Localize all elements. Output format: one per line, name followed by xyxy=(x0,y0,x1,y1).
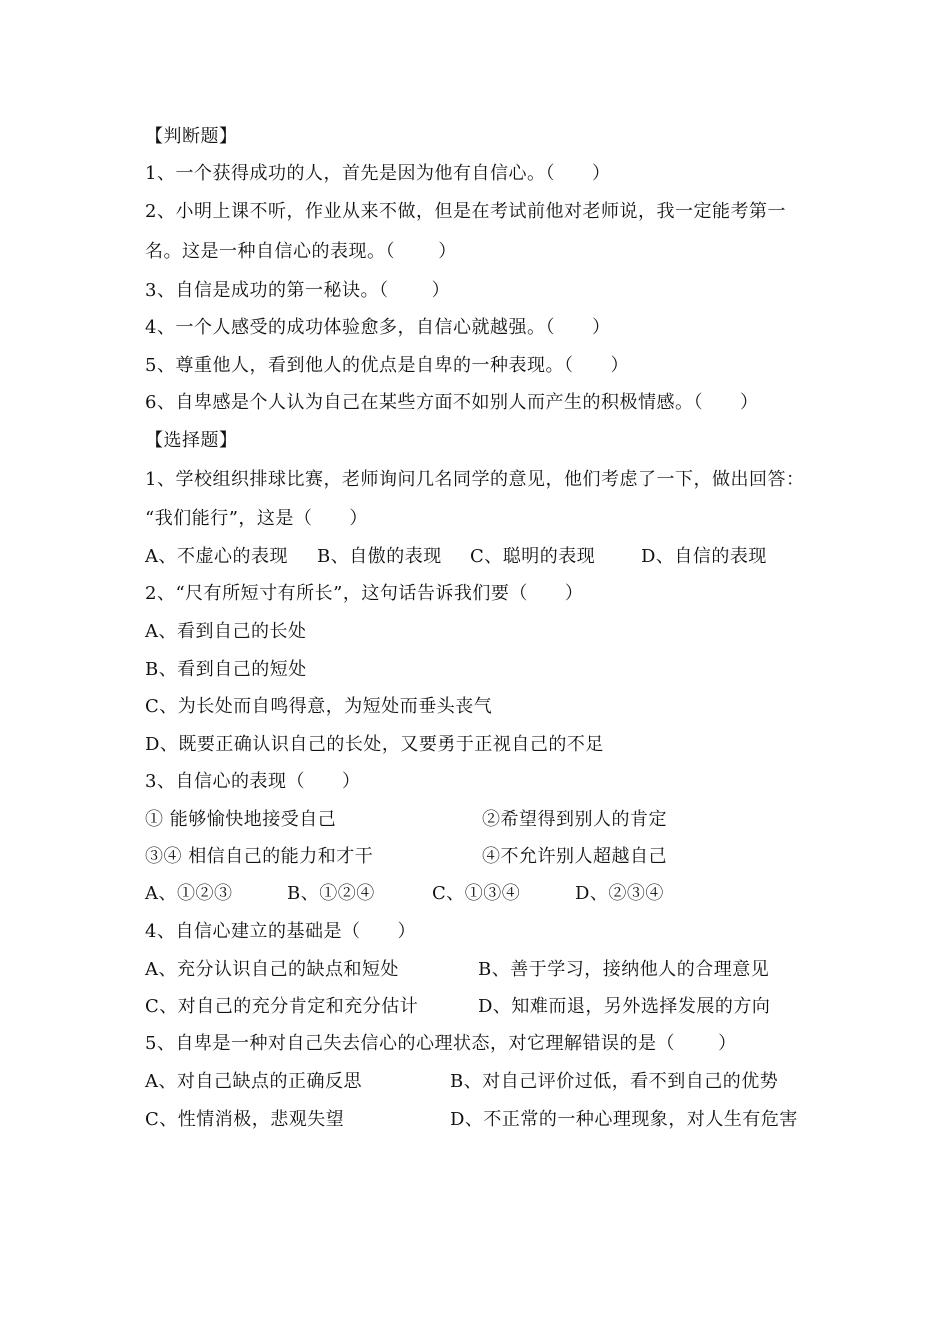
choice-q4-option-d: D、知难而退，另外选择发展的方向 xyxy=(478,996,771,1017)
choice-q3-option-d: D、②③④ xyxy=(575,883,664,904)
choice-q5-option-d: D、不正常的一种心理现象，对人生有危害 xyxy=(450,1109,798,1130)
choice-q3-statement-4: ④不允许别人超越自己 xyxy=(482,846,667,867)
choice-q4-option-b: B、善于学习，接纳他人的合理意见 xyxy=(478,959,770,980)
choice-q3-statement-3: ③④ 相信自己的能力和才干 xyxy=(145,846,374,867)
choice-q4-option-c: C、对自己的充分肯定和充分估计 xyxy=(145,996,419,1017)
choice-q3-option-c: C、①③④ xyxy=(432,883,521,904)
judgment-q2-line2: 名。这是一种自信心的表现。（ ） xyxy=(145,241,457,262)
choice-q2-option-a: A、看到自己的长处 xyxy=(145,621,307,642)
choice-q1-line2: “我们能行”，这是（ ） xyxy=(145,508,368,529)
choice-q1-option-a: A、不虚心的表现 xyxy=(145,546,288,567)
judgment-q6: 6、自卑感是个人认为自己在某些方面不如别人而产生的积极情感。（ ） xyxy=(145,392,759,413)
choice-q4-option-a: A、充分认识自己的缺点和短处 xyxy=(145,959,399,980)
judgment-q5: 5、尊重他人，看到他人的优点是自卑的一种表现。（ ） xyxy=(145,355,629,376)
choice-q5-option-b: B、对自己评价过低，看不到自己的优势 xyxy=(450,1071,779,1092)
choice-q2-stem: 2、“尺有所短寸有所长”，这句话告诉我们要（ ） xyxy=(145,583,584,604)
choice-q3-stem: 3、自信心的表现（ ） xyxy=(145,771,361,792)
judgment-q1: 1、一个获得成功的人，首先是因为他有自信心。（ ） xyxy=(145,163,611,184)
choice-q1-option-b: B、自傲的表现 xyxy=(317,546,442,567)
choice-q2-option-c: C、为长处而自鸣得意，为短处而垂头丧气 xyxy=(145,696,493,717)
judgment-heading: 【判断题】 xyxy=(145,126,238,147)
choice-heading: 【选择题】 xyxy=(145,430,238,451)
choice-q3-option-b: B、①②④ xyxy=(287,883,375,904)
choice-q1-line1: 1、学校组织排球比赛，老师询问几名同学的意见，他们考虑了一下，做出回答： xyxy=(145,469,805,490)
choice-q2-option-b: B、看到自己的短处 xyxy=(145,659,307,680)
choice-q2-option-d: D、既要正确认识自己的长处，又要勇于正视自己的不足 xyxy=(145,734,604,755)
choice-q3-statement-2: ②希望得到别人的肯定 xyxy=(482,809,667,830)
choice-q4-stem: 4、自信心建立的基础是（ ） xyxy=(145,921,416,942)
choice-q1-option-d: D、自信的表现 xyxy=(641,546,767,567)
choice-q5-option-c: C、性情消极，悲观失望 xyxy=(145,1109,345,1130)
judgment-q3: 3、自信是成功的第一秘诀。（ ） xyxy=(145,280,451,301)
judgment-q4: 4、一个人感受的成功体验愈多，自信心就越强。（ ） xyxy=(145,317,611,338)
choice-q3-statement-1: ① 能够愉快地接受自己 xyxy=(145,809,337,830)
choice-q5-option-a: A、对自己缺点的正确反思 xyxy=(145,1071,362,1092)
judgment-q2-line1: 2、小明上课不听，作业从来不做，但是在考试前他对老师说，我一定能考第一 xyxy=(145,201,786,222)
choice-q1-option-c: C、聪明的表现 xyxy=(470,546,596,567)
choice-q5-stem: 5、自卑是一种对自己失去信心的心理状态，对它理解错误的是（ ） xyxy=(145,1033,737,1054)
choice-q3-option-a: A、①②③ xyxy=(145,883,233,904)
